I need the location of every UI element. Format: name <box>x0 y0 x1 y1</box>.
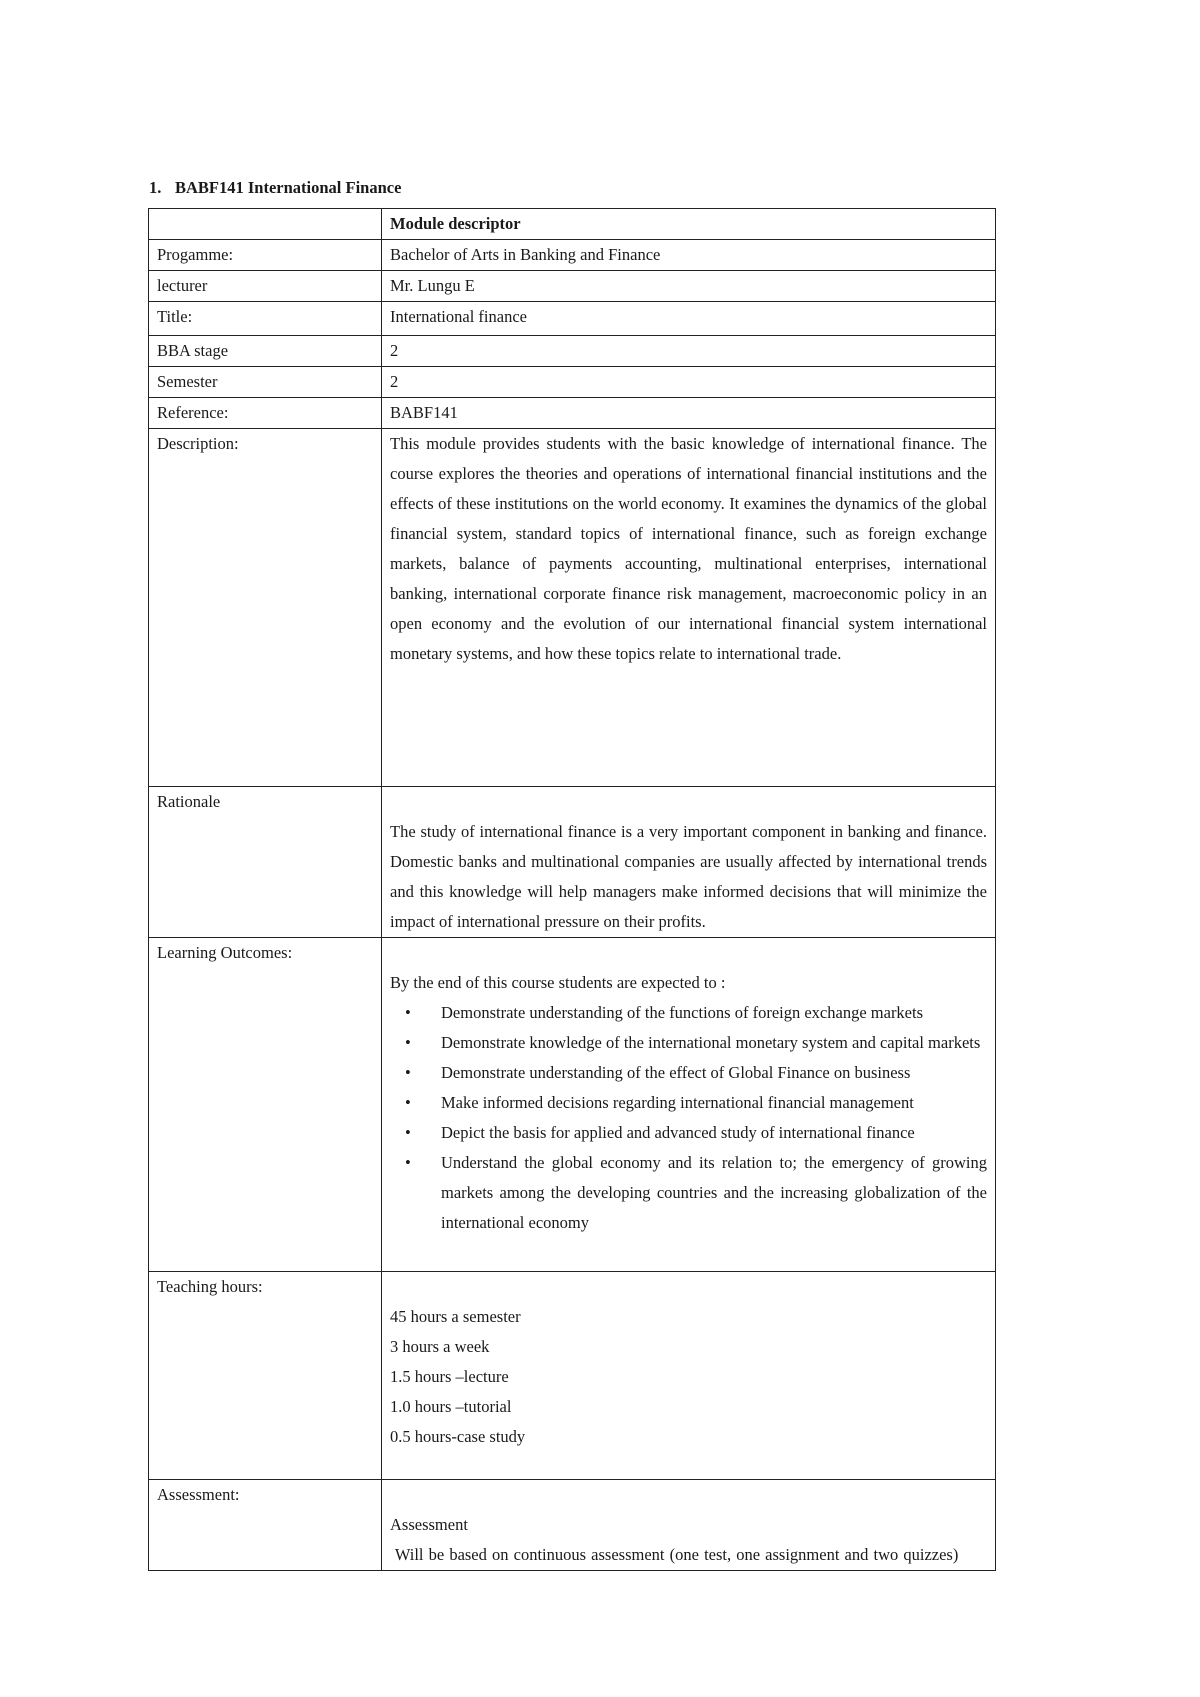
learning-outcomes-list <box>390 998 987 1238</box>
description-text: This module provides students with the basic knowledge of international finance. The course explores the theories and operations of international financial institutions and the effects of these institutions on the world economy. It examines the dynamics of the global financial system, standard topics of international finance, such as foreign exchange markets, balance of payments accounting, multinational enterprises, international banking, international corporate finance risk management, macroeconomic policy in an open economy and the evolution of our international financial system international monetary systems, and how these topics relate to international trade. <box>382 429 996 787</box>
table-row <box>149 787 996 938</box>
module-descriptor-header: Module descriptor <box>382 209 996 240</box>
table-row <box>149 302 996 336</box>
header-empty-cell <box>149 209 382 240</box>
stage-label: BBA stage <box>149 336 382 367</box>
list-item <box>390 1148 987 1238</box>
table-row <box>149 429 996 787</box>
outcome-text: Understand the global economy and its relation to; the emergency of growing markets among the developing countries and the increasing globalization of the international economy <box>441 1153 987 1232</box>
outcome-text: Demonstrate understanding of the effect of Global Finance on business <box>441 1063 911 1082</box>
programme-value: Bachelor of Arts in Banking and Finance <box>382 240 996 271</box>
reference-label: Reference: <box>149 398 382 429</box>
title-value: International finance <box>382 302 996 336</box>
list-item <box>390 1058 987 1088</box>
title-label: Title: <box>149 302 382 336</box>
lecturer-label: lecturer <box>149 271 382 302</box>
table-row <box>149 398 996 429</box>
rationale-label: Rationale <box>149 787 382 938</box>
section-heading <box>149 178 401 198</box>
list-item <box>390 1118 987 1148</box>
semester-label: Semester <box>149 367 382 398</box>
table-row <box>149 271 996 302</box>
table-row <box>149 367 996 398</box>
outcome-text: Demonstrate knowledge of the international monetary system and capital markets <box>441 1033 981 1052</box>
lecturer-value: Mr. Lungu E <box>382 271 996 302</box>
assessment-text: Will be based on continuous assessment (one test, one assignment and two quizzes) <box>390 1545 959 1564</box>
teaching-hours-line: 0.5 hours-case study <box>390 1427 526 1446</box>
teaching-hours-label: Teaching hours: <box>149 1272 382 1480</box>
assessment-label: Assessment: <box>149 1480 382 1571</box>
description-label: Description: <box>149 429 382 787</box>
table-header-row <box>149 209 996 240</box>
table-row <box>149 240 996 271</box>
bullet-icon: • <box>405 1063 411 1082</box>
teaching-hours-line: 45 hours a semester <box>390 1307 521 1326</box>
bullet-icon: • <box>405 1093 411 1112</box>
table-row <box>149 1480 996 1571</box>
outcome-text: Demonstrate understanding of the functions of foreign exchange markets <box>441 1003 924 1022</box>
rationale-cell <box>382 787 996 938</box>
module-descriptor-table <box>148 208 996 1571</box>
table-row <box>149 1272 996 1480</box>
programme-label: Progamme: <box>149 240 382 271</box>
bullet-icon: • <box>405 1153 411 1172</box>
stage-value: 2 <box>382 336 996 367</box>
outcome-text: Depict the basis for applied and advanced study of international finance <box>441 1123 915 1142</box>
list-item <box>390 1088 987 1118</box>
rationale-text: The study of international finance is a very important component in banking and finance. Domestic banks and multinational companies are usually affected by international trends and this knowledge will help managers make informed decisions that will minimize the impact of international pressure on their profits. <box>390 822 987 931</box>
section-number: 1. <box>149 178 162 197</box>
teaching-hours-cell <box>382 1272 996 1480</box>
learning-outcomes-cell <box>382 938 996 1272</box>
learning-outcomes-label: Learning Outcomes: <box>149 938 382 1272</box>
teaching-hours-line: 3 hours a week <box>390 1337 490 1356</box>
assessment-cell <box>382 1480 996 1571</box>
reference-value: BABF141 <box>382 398 996 429</box>
learning-outcomes-intro: By the end of this course students are expected to : <box>390 973 726 992</box>
section-title: BABF141 International Finance <box>175 178 402 197</box>
bullet-icon: • <box>405 1033 411 1052</box>
table-row <box>149 336 996 367</box>
table-row <box>149 938 996 1272</box>
semester-value: 2 <box>382 367 996 398</box>
outcome-text: Make informed decisions regarding international financial management <box>441 1093 914 1112</box>
teaching-hours-line: 1.5 hours –lecture <box>390 1367 509 1386</box>
assessment-heading: Assessment <box>390 1515 468 1534</box>
list-item <box>390 998 987 1028</box>
teaching-hours-line: 1.0 hours –tutorial <box>390 1397 512 1416</box>
list-item <box>390 1028 987 1058</box>
bullet-icon: • <box>405 1123 411 1142</box>
bullet-icon: • <box>405 1003 411 1022</box>
